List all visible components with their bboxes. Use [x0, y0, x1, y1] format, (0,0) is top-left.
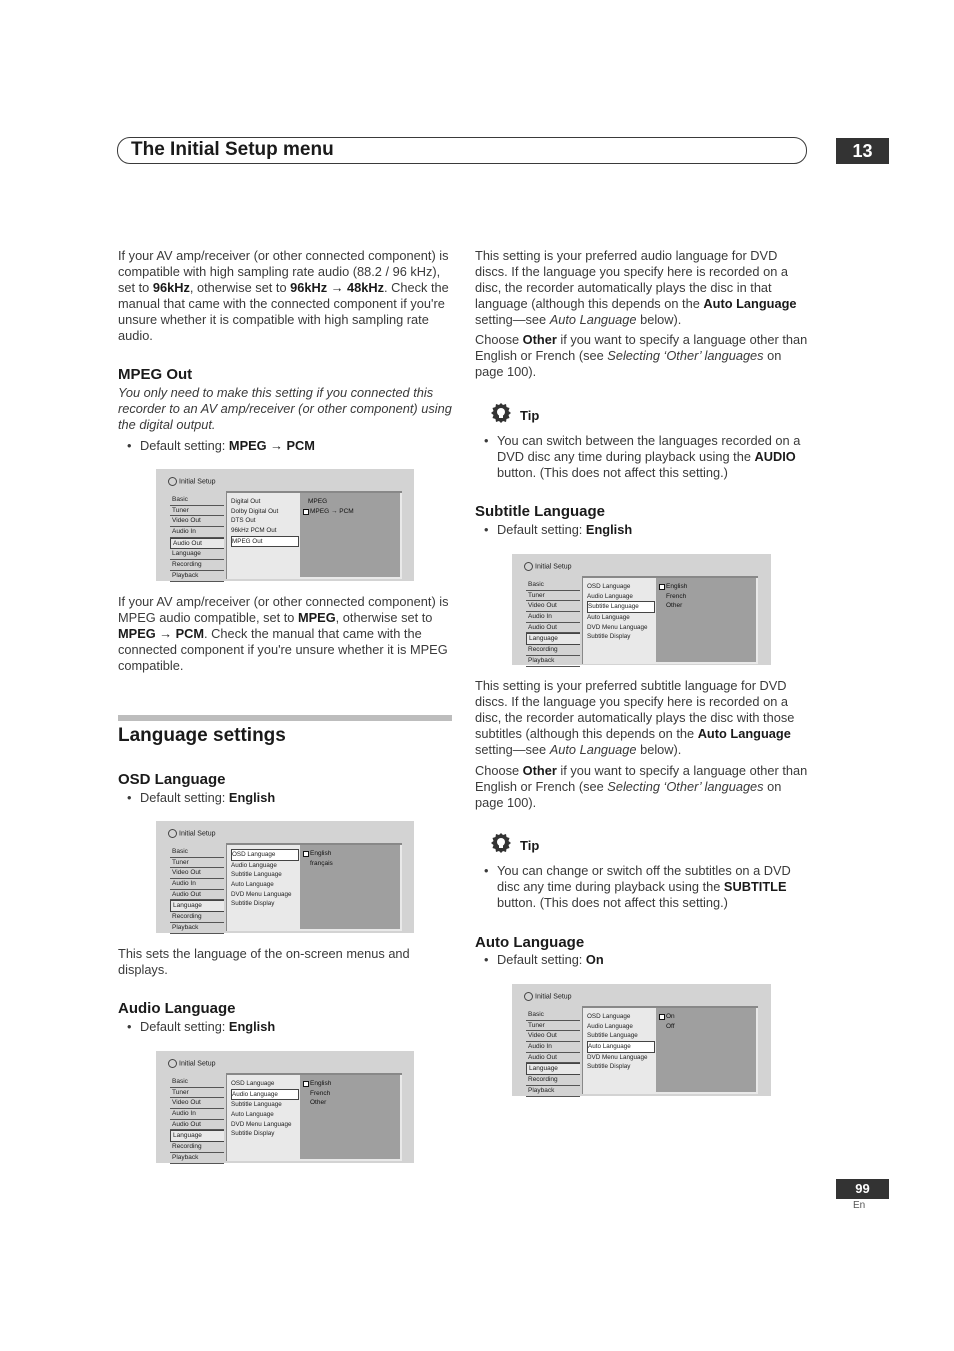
osd-title: Initial Setup [168, 1059, 216, 1068]
sub-item-selected[interactable]: Audio Language [231, 1089, 299, 1101]
setup-disc-icon [168, 829, 177, 838]
sub-item[interactable]: 96kHz PCM Out [231, 527, 277, 535]
menu-item[interactable]: Basic [526, 580, 580, 591]
menu-item[interactable]: Recording [170, 560, 224, 571]
option-item[interactable]: Off [666, 1022, 675, 1030]
osd-options [300, 1075, 400, 1159]
sub-item[interactable]: Subtitle Language [231, 871, 282, 879]
sub-item-selected[interactable]: OSD Language [231, 849, 299, 861]
menu-item[interactable]: Basic [170, 847, 224, 858]
menu-item[interactable]: Language [170, 549, 224, 560]
menu-item-selected[interactable]: Language [526, 633, 580, 645]
osd-options [300, 493, 400, 577]
page-language: En [853, 1200, 866, 1211]
menu-item[interactable]: Playback [526, 656, 580, 667]
menu-item[interactable]: Recording [170, 1142, 224, 1153]
option-item-selected[interactable]: English [656, 582, 756, 592]
menu-item[interactable]: Playback [526, 1086, 580, 1097]
menu-item[interactable]: Recording [170, 912, 224, 923]
audio-other-paragraph: Choose Other if you want to specify a language other than English or French (see Selecting ‘Other’ languages on page 100). [475, 332, 808, 379]
osd-title: Initial Setup [524, 992, 572, 1001]
osd-screen-osd-language [156, 821, 414, 933]
menu-item[interactable]: Audio Out [170, 1120, 224, 1131]
sub-item[interactable]: Subtitle Display [587, 633, 631, 641]
osd-sub-menu [231, 849, 299, 909]
osd-language-heading: OSD Language [118, 771, 226, 788]
menu-item[interactable]: Tuner [170, 858, 224, 869]
menu-item[interactable]: Video Out [526, 601, 580, 612]
sub-item-selected[interactable]: Auto Language [587, 1041, 655, 1053]
osd-description: This sets the language of the on-screen menus and displays. [118, 946, 410, 977]
osd-title: Initial Setup [524, 562, 572, 571]
menu-item[interactable]: Playback [170, 923, 224, 934]
osd-sub-menu [587, 1012, 655, 1072]
subtitle-default-setting: • Default setting: English [475, 522, 817, 538]
tip-label: Tip [520, 838, 540, 853]
menu-item[interactable]: Basic [526, 1010, 580, 1021]
audio-tip-text: • You can switch between the languages recorded on a DVD disc any time during playback using the AUDIO button. (This does not affect this setting.) [475, 433, 811, 481]
sub-item[interactable]: Dolby Digital Out [231, 507, 279, 515]
menu-item[interactable]: Tuner [526, 591, 580, 602]
menu-item[interactable]: Audio In [170, 1109, 224, 1120]
setup-disc-icon [524, 992, 533, 1001]
setup-disc-icon [168, 1059, 177, 1068]
osd-main-menu [526, 1010, 580, 1097]
auto-default-setting: • Default setting: On [475, 952, 817, 968]
page-number: 99 [836, 1179, 889, 1199]
mpeg-out-heading: MPEG Out [118, 366, 193, 383]
osd-title: Initial Setup [168, 477, 216, 486]
mpeg-paragraph: If your AV amp/receiver (or other connected component) is MPEG audio compatible, set to MPEG, otherwise set to MPEG → PCM. Check the manual that came with the connected component if you're unsure whether it is MPEG compatible. [118, 594, 449, 673]
menu-item[interactable]: Video Out [170, 516, 224, 527]
option-item-selected[interactable]: English [300, 849, 400, 859]
osd-sub-menu [231, 497, 299, 547]
chapter-number: 13 [836, 138, 889, 164]
sub-item[interactable]: Subtitle Display [231, 900, 275, 908]
lightbulb-icon [490, 402, 512, 424]
menu-item-selected[interactable]: Audio Out [170, 538, 224, 550]
menu-item[interactable]: Audio Out [526, 1053, 580, 1064]
menu-item[interactable]: Playback [170, 571, 224, 582]
sub-item-selected[interactable]: MPEG Out [231, 536, 299, 548]
osd-screen-mpeg-out [156, 469, 414, 581]
language-settings-heading: Language settings [118, 725, 286, 746]
menu-item[interactable]: Audio Out [170, 890, 224, 901]
tip-callout [490, 832, 570, 858]
menu-item[interactable]: Tuner [170, 506, 224, 517]
sub-item[interactable]: Subtitle Display [231, 1130, 275, 1138]
sub-item[interactable]: OSD Language [587, 1013, 631, 1020]
menu-item[interactable]: Recording [526, 1075, 580, 1086]
osd-main-menu [170, 1077, 224, 1164]
menu-item[interactable]: Basic [170, 495, 224, 506]
sub-item[interactable]: Subtitle Language [587, 1032, 638, 1040]
option-item[interactable]: Other [310, 1099, 327, 1107]
sub-item-selected[interactable]: Subtitle Language [587, 601, 655, 613]
osd-main-menu [526, 580, 580, 667]
menu-item[interactable]: Tuner [526, 1021, 580, 1032]
option-item-selected[interactable]: English [300, 1079, 400, 1089]
menu-item[interactable]: Basic [170, 1077, 224, 1088]
osd-sub-menu [231, 1079, 299, 1139]
option-item-selected[interactable]: MPEG → PCM [300, 507, 400, 517]
menu-item[interactable]: Audio Out [526, 623, 580, 634]
audio-language-paragraph: This setting is your preferred audio language for DVD discs. If the language you specify here is recorded on a disc, the recorder automatically plays the disc in that language (although this depends on the Auto Language setting—see Auto Language below). [475, 248, 797, 327]
sub-item[interactable]: Auto Language [587, 614, 630, 622]
osd-options [300, 845, 400, 929]
subtitle-language-paragraph: This setting is your preferred subtitle language for DVD discs. If the language you specify here is recorded on a disc, the recorder automatically plays the disc with those subtitles (although this depends on the Auto Language setting—see Auto Language below). [475, 678, 795, 757]
sub-item[interactable]: Audio Language [231, 861, 277, 869]
menu-item[interactable]: Audio In [526, 612, 580, 623]
menu-item[interactable]: Playback [170, 1153, 224, 1164]
lightbulb-icon [490, 832, 512, 854]
osd-sub-menu [587, 582, 655, 642]
option-item[interactable]: French [666, 592, 687, 600]
osd-default-setting: • Default setting: English [118, 790, 460, 806]
osd-screen-auto-language [512, 984, 771, 1096]
osd-options [656, 578, 756, 662]
auto-language-heading: Auto Language [475, 934, 585, 951]
menu-item[interactable]: Tuner [170, 1088, 224, 1099]
audio-default-setting: • Default setting: English [118, 1019, 460, 1035]
menu-item-selected[interactable]: Language [526, 1063, 580, 1075]
option-item-selected[interactable]: On [656, 1012, 756, 1022]
setup-disc-icon [168, 477, 177, 486]
sub-item[interactable]: Subtitle Language [231, 1101, 282, 1109]
osd-sub-panel [226, 1073, 402, 1161]
osd-screen-subtitle-language [512, 554, 771, 665]
osd-sub-panel [226, 843, 402, 931]
option-item[interactable]: MPEG [308, 498, 328, 505]
sub-item[interactable]: Auto Language [231, 1111, 274, 1119]
sampling-rate-paragraph: If your AV amp/receiver (or other connected component) is compatible with high sampling rate audio (88.2 / 96 kHz), set to 96kHz, otherwise set to 96kHz → 48kHz. Check the manual that came with the connected component if you're unsure whether it is compatible with high sampling rate audio. [118, 248, 449, 343]
osd-main-menu [170, 847, 224, 934]
sub-item[interactable]: Audio Language [587, 592, 633, 600]
option-item[interactable]: français [310, 859, 333, 867]
sub-item[interactable]: DVD Menu Language [231, 1120, 292, 1128]
sub-item[interactable]: Audio Language [587, 1022, 633, 1030]
sub-item[interactable]: DTS Out [231, 517, 256, 525]
option-item[interactable]: Other [666, 602, 683, 610]
osd-sub-panel [226, 491, 402, 579]
menu-item[interactable]: Audio In [170, 879, 224, 890]
menu-item-selected[interactable]: Language [170, 900, 224, 912]
tip-callout [490, 402, 570, 428]
menu-item[interactable]: Audio In [526, 1042, 580, 1053]
osd-main-menu [170, 495, 224, 582]
sub-item[interactable]: OSD Language [231, 1080, 275, 1087]
sub-item[interactable]: Auto Language [231, 881, 274, 889]
mpeg-default-setting: • Default setting: MPEG → PCM [118, 438, 460, 454]
sub-item[interactable]: Subtitle Display [587, 1063, 631, 1071]
osd-title: Initial Setup [168, 829, 216, 838]
menu-item[interactable]: Recording [526, 645, 580, 656]
menu-item[interactable]: Video Out [170, 868, 224, 879]
menu-item-selected[interactable]: Language [170, 1130, 224, 1142]
tip-label: Tip [520, 408, 540, 423]
subtitle-tip-text: • You can change or switch off the subtitles on a DVD disc any time during playback using the SUBTITLE button. (This does not affect this setting.) [475, 863, 813, 911]
subtitle-other-paragraph: Choose Other if you want to specify a language other than English or French (see Selecting ‘Other’ languages on page 100). [475, 763, 808, 810]
audio-language-heading: Audio Language [118, 1000, 236, 1017]
osd-options [656, 1008, 756, 1092]
subtitle-language-heading: Subtitle Language [475, 503, 606, 520]
page-title: The Initial Setup menu [131, 139, 334, 160]
sub-item[interactable]: OSD Language [587, 583, 631, 590]
section-rule [118, 715, 452, 721]
osd-screen-audio-language [156, 1051, 414, 1163]
sub-item[interactable]: DVD Menu Language [231, 890, 292, 898]
setup-disc-icon [524, 562, 533, 571]
menu-item[interactable]: Video Out [170, 1098, 224, 1109]
menu-item[interactable]: Audio In [170, 527, 224, 538]
osd-sub-panel [582, 576, 758, 664]
option-item[interactable]: French [310, 1089, 331, 1097]
osd-sub-panel [582, 1006, 758, 1094]
sub-item[interactable]: DVD Menu Language [587, 623, 648, 631]
mpeg-out-note: You only need to make this setting if you connected this recorder to an AV amp/receiver (or other component) using the digital output. [118, 385, 452, 432]
menu-item[interactable]: Video Out [526, 1031, 580, 1042]
sub-item[interactable]: Digital Out [231, 498, 261, 505]
sub-item[interactable]: DVD Menu Language [587, 1053, 648, 1061]
